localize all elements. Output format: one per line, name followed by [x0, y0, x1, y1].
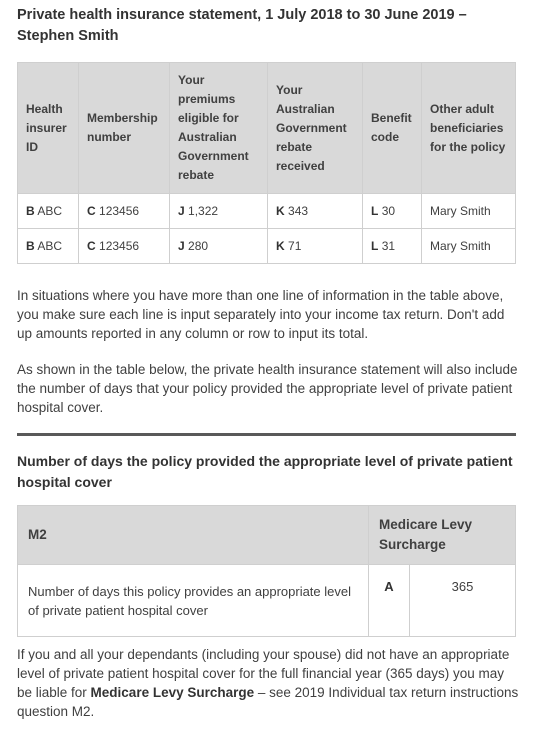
cell-benefit-code: L 30 — [363, 194, 422, 229]
paragraph-multiple-lines: In situations where you have more than one line of information in the table above, you make sure each line is input separately into your income tax return. Don't add up amounts reported in any column or row to input its total. — [17, 288, 505, 341]
section-heading: Number of days the policy provided the appropriate level of private patient hospital cover — [17, 453, 513, 490]
cell-rebate: K 343 — [268, 194, 363, 229]
section-divider — [17, 433, 516, 436]
cell-benefit-code: L 31 — [363, 229, 422, 264]
header-medicare-levy-surcharge: Medicare Levy Surcharge — [369, 506, 516, 565]
paragraph-days-intro: As shown in the table below, the private health insurance statement will also include the number of days that your policy provided the appropriate level of private patient hospital cover. — [17, 362, 518, 415]
header-benefit-code: Benefit code — [363, 63, 422, 194]
cell-beneficiary: Mary Smith — [422, 229, 516, 264]
table-row — [18, 229, 516, 264]
cell-rebate: K 71 — [268, 229, 363, 264]
table-row — [18, 565, 516, 637]
days-table — [17, 505, 516, 637]
header-insurer-id: Health insurer ID — [18, 63, 79, 194]
cell-premiums: J 280 — [170, 229, 268, 264]
statement-title: Private health insurance statement, 1 July 2018 to 30 June 2019 – Stephen Smith — [17, 7, 467, 44]
cell-membership-number: C 123456 — [79, 229, 170, 264]
days-table-header-row — [18, 506, 516, 565]
cell-days-code: A — [369, 565, 410, 637]
paragraph-surcharge: If you and all your dependants (including your spouse) did not have an appropriate level of private patient hospital cover for the full financial year (365 days) you may be liable for Medicare Levy Surcharge – see 2019 Individual tax return instructions question M2. — [17, 647, 519, 719]
header-premiums: Your premiums eligible for Australian Government rebate — [170, 63, 268, 194]
header-other-beneficiaries: Other adult beneficiaries for the policy — [422, 63, 516, 194]
header-m2: M2 — [18, 506, 369, 565]
cell-days-description: Number of days this policy provides an appropriate level of private patient hospital cover — [18, 565, 369, 637]
cell-days-value: 365 — [410, 565, 516, 637]
cell-membership-number: C 123456 — [79, 194, 170, 229]
cell-insurer-id: B ABC — [18, 229, 79, 264]
cell-beneficiary: Mary Smith — [422, 194, 516, 229]
table-row — [18, 194, 516, 229]
cell-premiums: J 1,322 — [170, 194, 268, 229]
statement-table — [17, 62, 516, 264]
cell-insurer-id: B ABC — [18, 194, 79, 229]
header-membership-number: Membership number — [79, 63, 170, 194]
statement-table-header-row — [18, 63, 516, 194]
medicare-levy-surcharge-term: Medicare Levy Surcharge — [90, 685, 255, 700]
header-rebate-received: Your Australian Government rebate received — [268, 63, 363, 194]
